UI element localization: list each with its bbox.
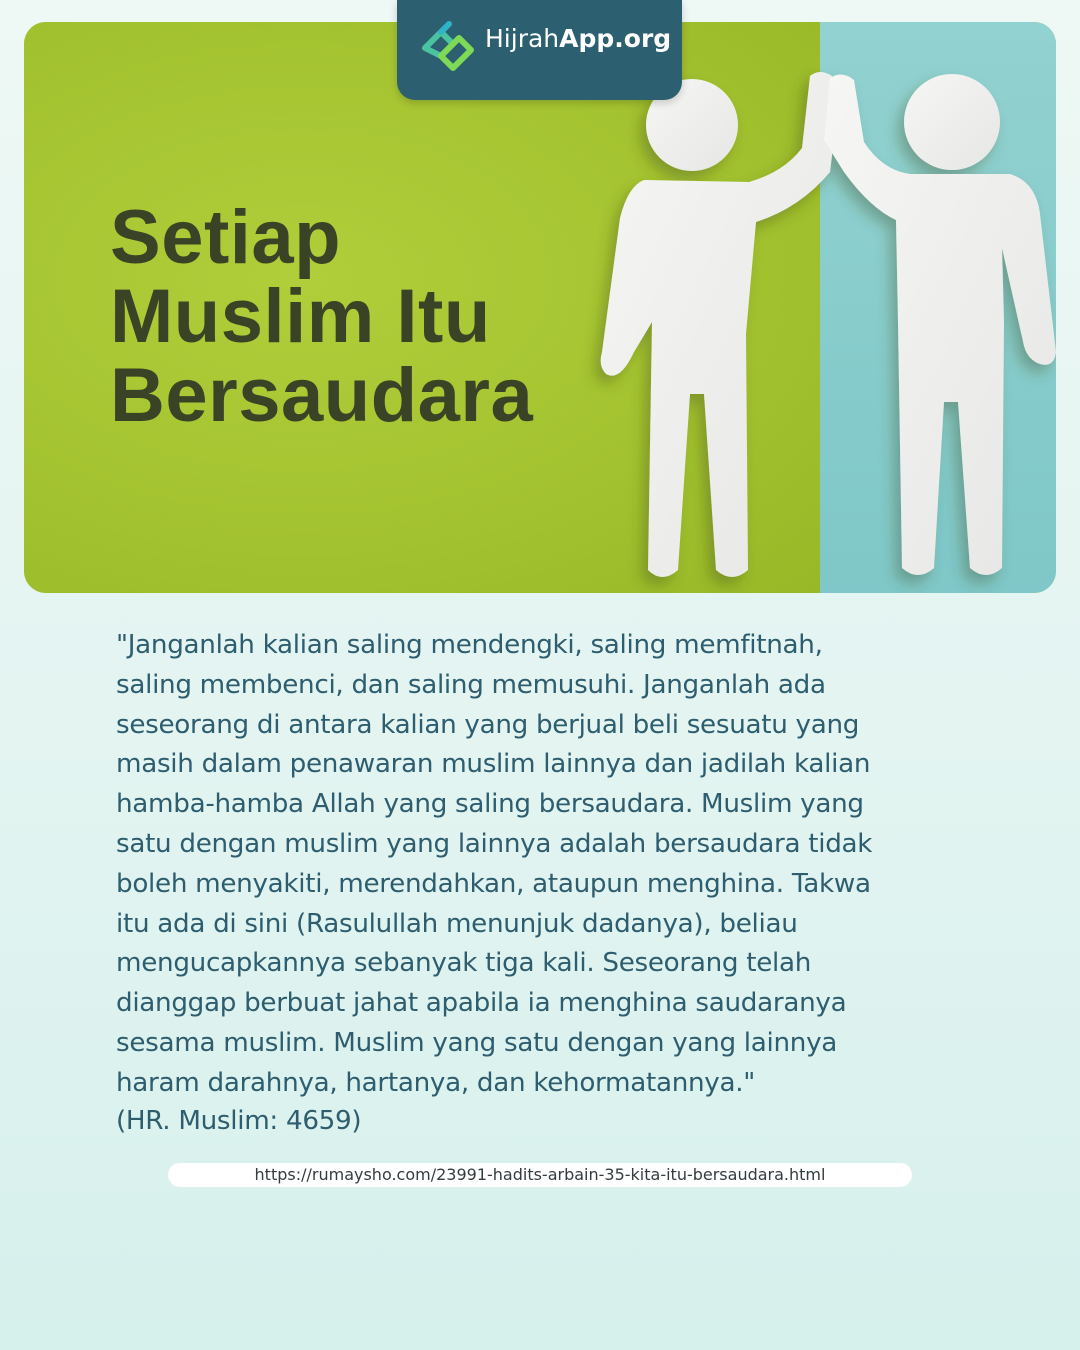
- quote-line: mengucapkannya sebanyak tiga kali. Seseorang telah: [116, 948, 812, 979]
- quote-line: seseorang di antara kalian yang berjual beli sesuatu yang: [116, 709, 860, 740]
- hero-title-line: Muslim Itu: [110, 274, 491, 359]
- brand-name-part: .org: [614, 24, 672, 53]
- hero-banner: [24, 22, 1056, 593]
- brand-name-part: Hijrah: [485, 24, 560, 53]
- quote-line: saling membenci, dan saling memusuhi. Janganlah ada: [116, 669, 826, 700]
- brand-name-part: App: [559, 24, 615, 53]
- hadith-quote: [116, 626, 996, 1104]
- quote-line: haram darahnya, hartanya, dan kehormatannya.": [116, 1067, 756, 1098]
- brand-name: [485, 24, 671, 53]
- hadith-citation: (HR. Muslim: 4659): [116, 1106, 362, 1136]
- quote-line: sesama muslim. Muslim yang satu dengan yang lainnya: [116, 1027, 838, 1058]
- quote-line: hamba-hamba Allah yang saling bersaudara. Muslim yang: [116, 789, 864, 820]
- quote-line: itu ada di sini (Rasulullah menunjuk dadanya), beliau: [116, 908, 798, 939]
- quote-line: dianggap berbuat jahat apabila ia menghina saudaranya: [116, 988, 847, 1019]
- quote-line: masih dalam penawaran muslim lainnya dan jadilah kalian: [116, 749, 871, 780]
- brand-badge[interactable]: [397, 0, 682, 100]
- source-url[interactable]: https://rumaysho.com/23991-hadits-arbain-35-kita-itu-bersaudara.html: [168, 1163, 912, 1187]
- quote-line: "Janganlah kalian saling mendengki, saling memfitnah,: [116, 630, 823, 660]
- hero-title-line: Bersaudara: [110, 353, 534, 438]
- hero-title-line: Setiap: [110, 195, 342, 280]
- quote-line: boleh menyakiti, merendahkan, ataupun menghina. Takwa: [116, 868, 871, 899]
- quote-line: satu dengan muslim yang lainnya adalah bersaudara tidak: [116, 828, 873, 859]
- hijrahapp-logo-icon: [419, 18, 477, 74]
- high-five-figures-illustration: [24, 22, 1056, 593]
